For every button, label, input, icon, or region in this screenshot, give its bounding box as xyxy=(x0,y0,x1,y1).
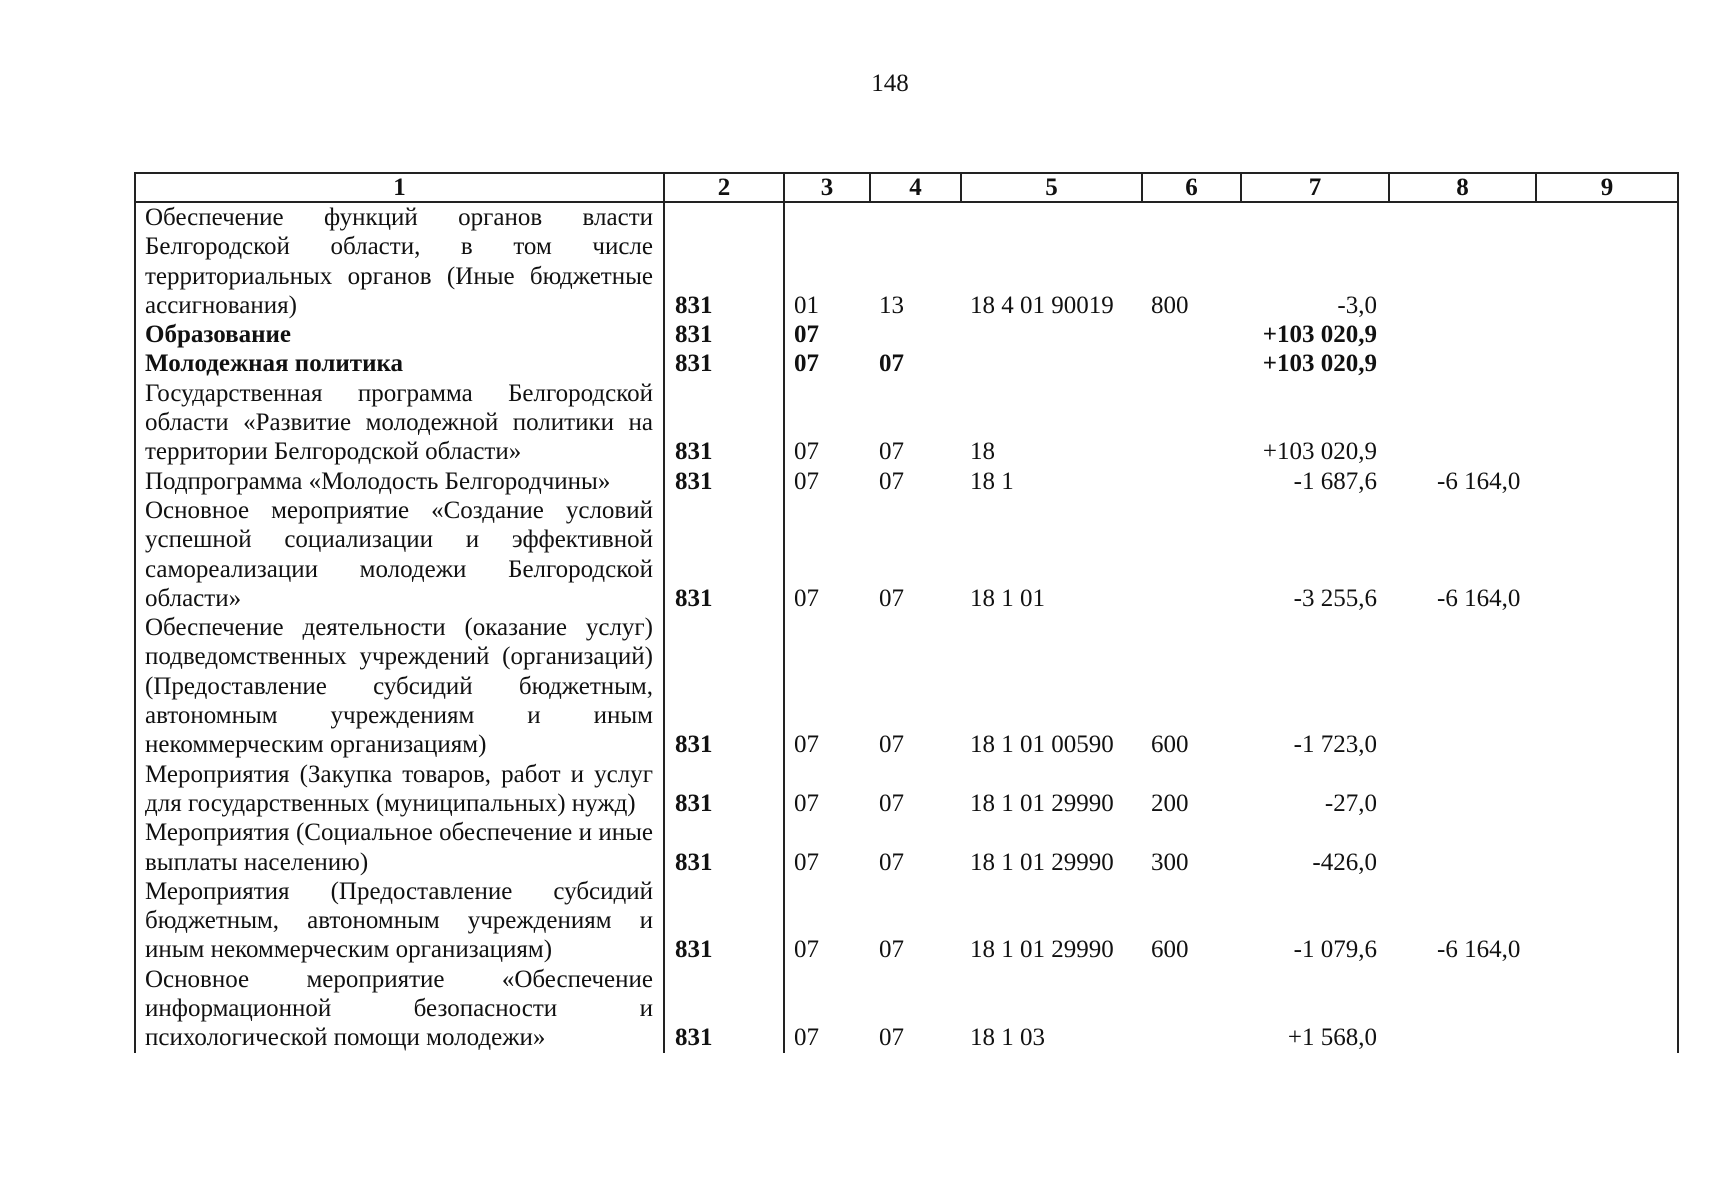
table-row xyxy=(135,467,1678,496)
table-row xyxy=(135,877,1678,965)
code-target-article xyxy=(961,320,1142,349)
row-description: Образование xyxy=(135,320,664,349)
budget-table xyxy=(134,172,1679,1053)
code-expense-type xyxy=(1142,467,1241,496)
column-header-9: 9 xyxy=(1536,173,1678,202)
code-target-article: 18 1 03 xyxy=(970,1024,1045,1052)
column-header-3: 3 xyxy=(784,173,870,202)
column-header-4: 4 xyxy=(870,173,961,202)
code-expense-type: 600 xyxy=(1151,936,1189,964)
row-description: Мероприятия (Социальное обеспечение и иные выплаты населению) xyxy=(135,818,664,877)
code-ministry: 831 xyxy=(664,467,784,496)
column-header-1: 1 xyxy=(135,173,664,202)
code-section: 07 xyxy=(784,760,870,819)
column-header-2: 2 xyxy=(664,173,784,202)
code-target-article: 18 xyxy=(970,438,995,466)
amount-change: -3 255,6 xyxy=(1293,584,1377,612)
code-subsection: 13 xyxy=(879,291,904,319)
header-row xyxy=(135,173,1678,202)
row-description: Мероприятия (Предоставление субсидий бюджетным, автономным учреждениям и иным некоммерческим организациям) xyxy=(135,877,664,965)
amount-col-9 xyxy=(1536,965,1678,1053)
amount-change: -27,0 xyxy=(1324,789,1377,817)
amount-change: +103 020,9 xyxy=(1262,350,1377,378)
row-description: Обеспечение деятельности (оказание услуг) подведомственных учреждений (организаций) (Предоставление субсидий бюджетным, автономным учреждениям и иным некоммерческим организациям) xyxy=(135,613,664,759)
amount-col-9 xyxy=(1536,818,1678,877)
amount-col-9 xyxy=(1536,202,1678,320)
row-description: Молодежная политика xyxy=(135,349,664,378)
amount-col-8 xyxy=(1389,379,1536,467)
row-description: Основное мероприятие «Обеспечение информационной безопасности и психологической помощи молодежи» xyxy=(135,965,664,1053)
column-header-5: 5 xyxy=(961,173,1142,202)
amount-col-8 xyxy=(1389,320,1536,349)
code-section: 07 xyxy=(784,877,870,965)
code-subsection: 07 xyxy=(879,731,904,759)
table-row xyxy=(135,349,1678,378)
amount-col-9 xyxy=(1536,613,1678,759)
column-header-8: 8 xyxy=(1389,173,1536,202)
code-ministry: 831 xyxy=(664,760,784,819)
amount-col-8 xyxy=(1389,965,1536,1053)
code-target-article: 18 4 01 90019 xyxy=(970,291,1114,319)
amount-col-9 xyxy=(1536,877,1678,965)
amount-col-8 xyxy=(1389,349,1536,378)
code-subsection: 07 xyxy=(879,848,904,876)
table-row xyxy=(135,320,1678,349)
code-expense-type xyxy=(1142,379,1241,467)
amount-col-9 xyxy=(1536,349,1678,378)
table-row xyxy=(135,965,1678,1053)
column-header-6: 6 xyxy=(1142,173,1241,202)
code-ministry: 831 xyxy=(664,379,784,467)
amount-change: -1 079,6 xyxy=(1293,936,1377,964)
code-section: 07 xyxy=(784,496,870,613)
table-row xyxy=(135,613,1678,759)
amount-change: +103 020,9 xyxy=(1262,438,1377,466)
code-expense-type: 600 xyxy=(1151,731,1189,759)
code-expense-type xyxy=(1142,349,1241,378)
code-subsection: 07 xyxy=(879,789,904,817)
table-row xyxy=(135,379,1678,467)
amount-col-8 xyxy=(1389,818,1536,877)
code-ministry: 831 xyxy=(664,818,784,877)
amount-change: -426,0 xyxy=(1312,848,1377,876)
code-subsection: 07 xyxy=(879,350,904,378)
code-expense-type xyxy=(1142,496,1241,613)
code-subsection xyxy=(870,320,961,349)
amount-change: -1 723,0 xyxy=(1293,731,1377,759)
row-description: Мероприятия (Закупка товаров, работ и услуг для государственных (муниципальных) нужд) xyxy=(135,760,664,819)
column-header-7: 7 xyxy=(1241,173,1389,202)
code-target-article xyxy=(961,349,1142,378)
code-expense-type xyxy=(1142,965,1241,1053)
row-description: Основное мероприятие «Создание условий успешной социализации и эффективной самореализации молодежи Белгородской области» xyxy=(135,496,664,613)
code-target-article: 18 1 01 xyxy=(970,584,1045,612)
amount-change: +1 568,0 xyxy=(1287,1024,1377,1052)
code-ministry: 831 xyxy=(664,613,784,759)
code-ministry: 831 xyxy=(664,202,784,320)
row-description: Государственная программа Белгородской области «Развитие молодежной политики на территории Белгородской области» xyxy=(135,379,664,467)
code-ministry: 831 xyxy=(664,349,784,378)
code-section: 01 xyxy=(784,202,870,320)
table-row xyxy=(135,818,1678,877)
code-subsection: 07 xyxy=(879,1024,904,1052)
code-ministry: 831 xyxy=(664,496,784,613)
amount-col-8: -6 164,0 xyxy=(1437,467,1521,495)
amount-change: -3,0 xyxy=(1337,291,1377,319)
table-row xyxy=(135,496,1678,613)
code-subsection: 07 xyxy=(879,438,904,466)
code-target-article: 18 1 01 29990 xyxy=(970,789,1114,817)
code-subsection: 07 xyxy=(879,584,904,612)
amount-change: -1 687,6 xyxy=(1293,467,1377,495)
code-ministry: 831 xyxy=(664,320,784,349)
code-section: 07 xyxy=(784,379,870,467)
code-section: 07 xyxy=(784,818,870,877)
code-target-article: 18 1 01 29990 xyxy=(970,848,1114,876)
amount-col-8 xyxy=(1389,202,1536,320)
code-expense-type: 300 xyxy=(1151,848,1189,876)
page-number: 148 xyxy=(871,70,909,97)
amount-col-8 xyxy=(1389,760,1536,819)
amount-col-8: -6 164,0 xyxy=(1437,584,1521,612)
code-expense-type xyxy=(1142,320,1241,349)
code-ministry: 831 xyxy=(664,965,784,1053)
code-section: 07 xyxy=(784,320,870,349)
code-expense-type: 800 xyxy=(1151,291,1189,319)
code-section: 07 xyxy=(784,349,870,378)
code-section: 07 xyxy=(784,613,870,759)
table-row xyxy=(135,760,1678,819)
row-description: Обеспечение функций органов власти Белгородской области, в том числе территориальных органов (Иные бюджетные ассигнования) xyxy=(135,202,664,320)
code-section: 07 xyxy=(784,467,870,496)
amount-col-9 xyxy=(1536,496,1678,613)
code-target-article: 18 1 01 00590 xyxy=(970,731,1114,759)
code-ministry: 831 xyxy=(664,877,784,965)
amount-change: +103 020,9 xyxy=(1262,321,1377,349)
amount-col-9 xyxy=(1536,379,1678,467)
table-row xyxy=(135,202,1678,320)
amount-col-8: -6 164,0 xyxy=(1437,936,1521,964)
code-target-article: 18 1 xyxy=(970,467,1014,495)
row-description: Подпрограмма «Молодость Белгородчины» xyxy=(135,467,664,496)
amount-col-9 xyxy=(1536,320,1678,349)
amount-col-9 xyxy=(1536,467,1678,496)
code-subsection: 07 xyxy=(879,936,904,964)
amount-col-9 xyxy=(1536,760,1678,819)
table-body xyxy=(135,202,1678,1053)
code-section: 07 xyxy=(784,965,870,1053)
code-target-article: 18 1 01 29990 xyxy=(970,936,1114,964)
amount-col-8 xyxy=(1389,613,1536,759)
code-subsection: 07 xyxy=(879,467,904,495)
code-expense-type: 200 xyxy=(1151,789,1189,817)
